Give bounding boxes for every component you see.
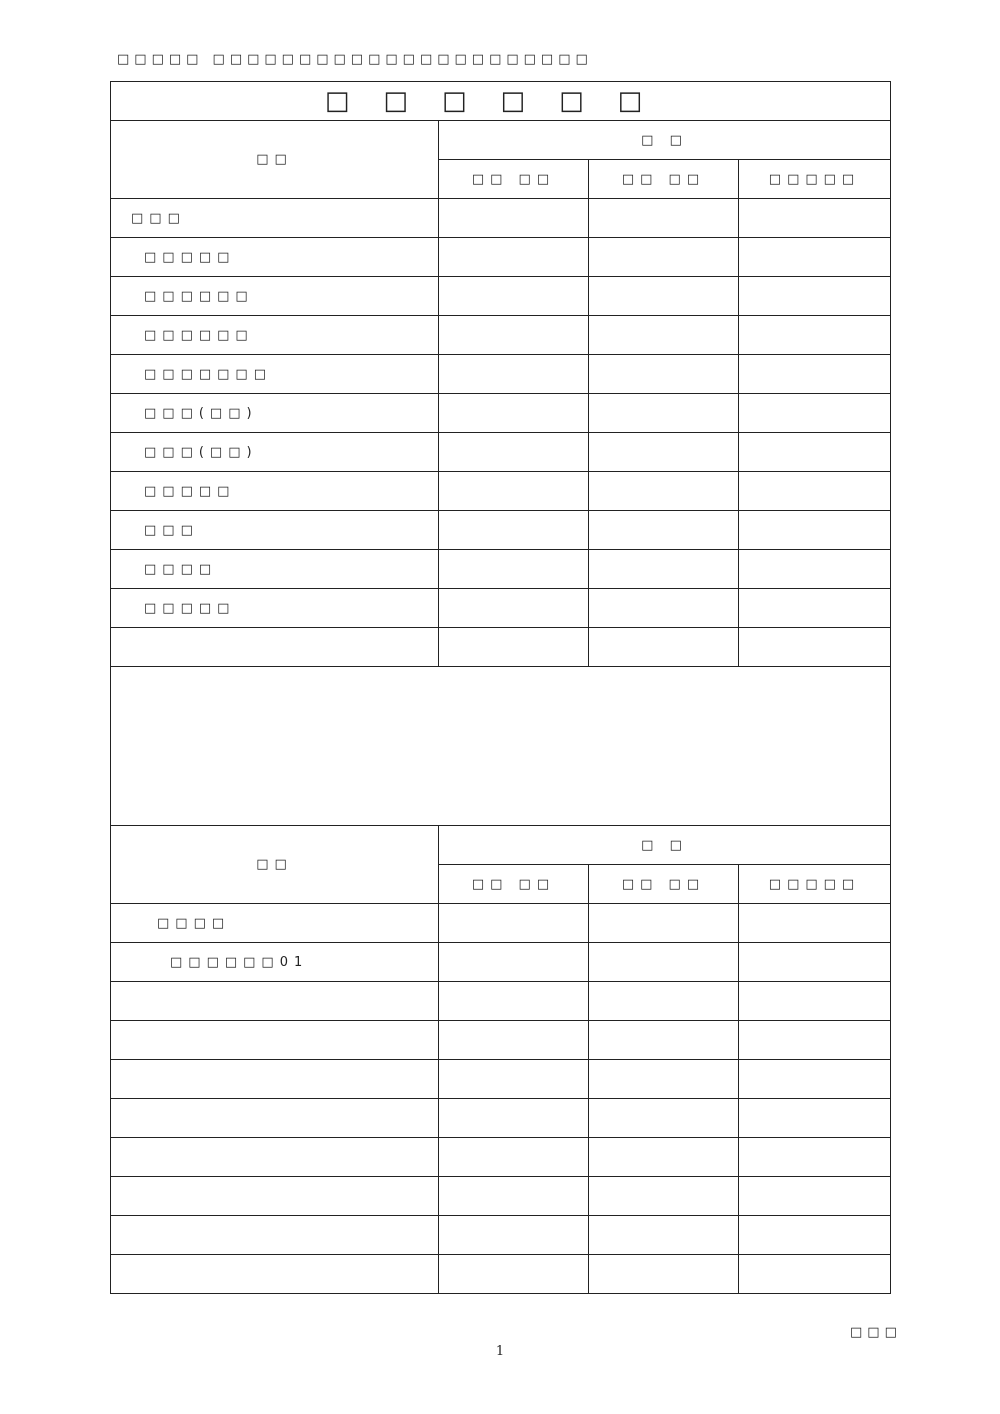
value-cell[interactable] xyxy=(439,1021,589,1060)
value-cell[interactable] xyxy=(739,433,891,472)
row-label xyxy=(111,982,439,1021)
value-cell[interactable] xyxy=(739,550,891,589)
value-cell[interactable] xyxy=(589,550,739,589)
value-cell[interactable] xyxy=(739,316,891,355)
value-cell[interactable] xyxy=(589,238,739,277)
table-row xyxy=(111,472,891,511)
table-row xyxy=(111,1216,891,1255)
table-row xyxy=(111,511,891,550)
value-cell[interactable] xyxy=(589,1177,739,1216)
value-cell[interactable] xyxy=(589,316,739,355)
value-cell[interactable] xyxy=(439,511,589,550)
table-row xyxy=(111,433,891,472)
row-label: □□□□□□ xyxy=(111,316,439,355)
row-label xyxy=(111,1138,439,1177)
value-cell[interactable] xyxy=(739,1216,891,1255)
table-row xyxy=(111,316,891,355)
table-row xyxy=(111,1138,891,1177)
page-number: 1 xyxy=(495,1344,505,1359)
value-cell[interactable] xyxy=(739,238,891,277)
table-row xyxy=(111,277,891,316)
table-row xyxy=(111,589,891,628)
value-cell[interactable] xyxy=(589,1021,739,1060)
value-cell[interactable] xyxy=(439,1255,589,1294)
value-cell[interactable] xyxy=(439,1138,589,1177)
value-cell[interactable] xyxy=(439,1177,589,1216)
item-column-header: □□ xyxy=(111,121,439,199)
row-label: □□□□□ xyxy=(111,472,439,511)
value-cell[interactable] xyxy=(739,1177,891,1216)
table-row xyxy=(111,394,891,433)
value-cell[interactable] xyxy=(439,1216,589,1255)
table-row xyxy=(111,1060,891,1099)
value-cell[interactable] xyxy=(589,1099,739,1138)
row-label xyxy=(111,628,439,667)
value-cell[interactable] xyxy=(589,199,739,238)
table-row xyxy=(111,1177,891,1216)
title-row xyxy=(111,82,891,121)
value-cell[interactable] xyxy=(739,355,891,394)
value-cell[interactable] xyxy=(589,1060,739,1099)
value-cell[interactable] xyxy=(739,199,891,238)
value-cell[interactable] xyxy=(439,433,589,472)
row-label: □□□□□ xyxy=(111,589,439,628)
value-cell[interactable] xyxy=(739,1060,891,1099)
value-cell[interactable] xyxy=(739,277,891,316)
value-cell[interactable] xyxy=(439,199,589,238)
value-cell[interactable] xyxy=(739,1099,891,1138)
row-label xyxy=(111,1099,439,1138)
table-row xyxy=(111,1021,891,1060)
item-column-header: □□ xyxy=(111,826,439,904)
header-note: □□□□□ □□□□□□□□□□□□□□□□□□□□□□ xyxy=(117,52,593,67)
value-cell[interactable] xyxy=(589,277,739,316)
row-label: □□□(□□) xyxy=(111,394,439,433)
subcolumn-header-3: □□□□□ xyxy=(739,865,891,904)
value-cell[interactable] xyxy=(739,904,891,943)
table-row xyxy=(111,550,891,589)
row-label: □□□□ xyxy=(111,550,439,589)
value-cell[interactable] xyxy=(589,394,739,433)
value-cell[interactable] xyxy=(589,589,739,628)
value-cell[interactable] xyxy=(589,1138,739,1177)
value-cell[interactable] xyxy=(589,355,739,394)
row-label: □□□□ xyxy=(111,904,439,943)
row-label xyxy=(111,1177,439,1216)
table-row xyxy=(111,355,891,394)
value-cell[interactable] xyxy=(589,433,739,472)
value-cell[interactable] xyxy=(439,904,589,943)
table-row xyxy=(111,199,891,238)
value-cell[interactable] xyxy=(439,355,589,394)
table-row xyxy=(111,1099,891,1138)
value-cell[interactable] xyxy=(439,628,589,667)
row-label xyxy=(111,1021,439,1060)
form-table xyxy=(110,81,891,1294)
value-cell[interactable] xyxy=(739,628,891,667)
value-cell[interactable] xyxy=(439,982,589,1021)
value-cell[interactable] xyxy=(739,511,891,550)
value-cell[interactable] xyxy=(439,277,589,316)
value-cell[interactable] xyxy=(589,472,739,511)
value-cell[interactable] xyxy=(439,589,589,628)
value-cell[interactable] xyxy=(589,982,739,1021)
row-label: □□□□□□□ xyxy=(111,355,439,394)
blank-area xyxy=(111,667,891,826)
value-cell[interactable] xyxy=(589,1255,739,1294)
value-cell[interactable] xyxy=(739,943,891,982)
row-label xyxy=(111,1060,439,1099)
value-cell[interactable] xyxy=(589,904,739,943)
table-row xyxy=(111,628,891,667)
value-cell[interactable] xyxy=(589,943,739,982)
value-cell[interactable] xyxy=(739,1255,891,1294)
table-header-row xyxy=(111,826,891,865)
table-row xyxy=(111,982,891,1021)
subcolumn-header-3: □□□□□ xyxy=(739,160,891,199)
value-cell[interactable] xyxy=(739,1138,891,1177)
value-cell[interactable] xyxy=(439,238,589,277)
value-cell[interactable] xyxy=(739,1021,891,1060)
row-label: □□□□□□ xyxy=(111,277,439,316)
table-row xyxy=(111,943,891,982)
row-label xyxy=(111,1255,439,1294)
value-cell[interactable] xyxy=(739,472,891,511)
value-cell[interactable] xyxy=(439,550,589,589)
subcolumn-header-1: □□ □□ xyxy=(439,865,589,904)
value-cell[interactable] xyxy=(739,982,891,1021)
row-label: □□□(□□) xyxy=(111,433,439,472)
row-label: □□□□□□01 xyxy=(111,943,439,982)
table-row xyxy=(111,1255,891,1294)
blank-area-row xyxy=(111,667,891,826)
row-label xyxy=(111,1216,439,1255)
value-cell[interactable] xyxy=(589,1216,739,1255)
value-cell[interactable] xyxy=(589,511,739,550)
value-cell[interactable] xyxy=(739,589,891,628)
value-cell[interactable] xyxy=(439,316,589,355)
table-header-row xyxy=(111,121,891,160)
row-label: □□□ xyxy=(111,511,439,550)
group-column-header: □ □ xyxy=(439,826,891,865)
value-cell[interactable] xyxy=(439,1060,589,1099)
value-cell[interactable] xyxy=(589,628,739,667)
value-cell[interactable] xyxy=(439,472,589,511)
table-row xyxy=(111,904,891,943)
subcolumn-header-1: □□ □□ xyxy=(439,160,589,199)
footer-note: □□□ xyxy=(850,1325,902,1340)
subcolumn-header-2: □□ □□ xyxy=(589,865,739,904)
form-title: □□□□□□ xyxy=(111,82,891,121)
value-cell[interactable] xyxy=(439,943,589,982)
group-column-header: □ □ xyxy=(439,121,891,160)
row-label: □□□ xyxy=(111,199,439,238)
row-label: □□□□□ xyxy=(111,238,439,277)
subcolumn-header-2: □□ □□ xyxy=(589,160,739,199)
value-cell[interactable] xyxy=(439,394,589,433)
value-cell[interactable] xyxy=(739,394,891,433)
value-cell[interactable] xyxy=(439,1099,589,1138)
table-row xyxy=(111,238,891,277)
